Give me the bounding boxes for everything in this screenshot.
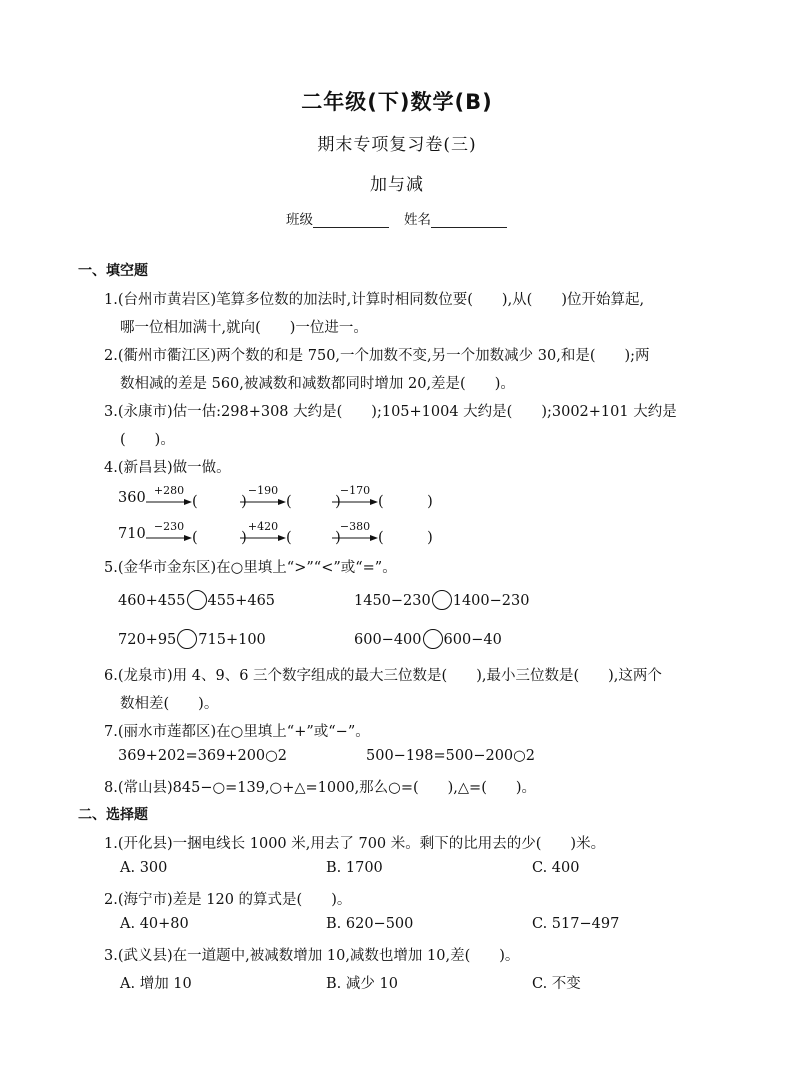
compare-item bbox=[118, 590, 275, 610]
compare-circle[interactable] bbox=[177, 629, 197, 649]
question-text: 1.(台州市黄岩区)笔算多位数的加法时,计算时相同数位要( ),从( )位开始算起, bbox=[104, 292, 645, 308]
arrow-op bbox=[146, 520, 192, 546]
question-text: 哪一位相加满十,就向( )一位进一。 bbox=[120, 320, 368, 336]
question-text: 数相差( )。 bbox=[120, 696, 219, 712]
choice-option-a[interactable]: A. 40+80 bbox=[120, 916, 189, 932]
class-label: 班级 bbox=[286, 212, 313, 228]
class-blank[interactable] bbox=[313, 213, 389, 228]
class-field[interactable] bbox=[286, 208, 389, 228]
question-text: 7.(丽水市莲都区)在○里填上“+”或“−”。 bbox=[104, 724, 370, 740]
compare-right: 455+465 bbox=[207, 593, 276, 609]
question-text: 数相减的差是 560,被减数和减数都同时增加 20,差是( )。 bbox=[120, 376, 515, 392]
answer-blank[interactable]: ( ) bbox=[378, 530, 433, 546]
name-field[interactable] bbox=[404, 208, 507, 228]
question-text: ( )。 bbox=[120, 432, 175, 448]
answer-blank[interactable]: ( ) bbox=[286, 494, 341, 510]
choice-option-b[interactable]: B. 减少 10 bbox=[326, 976, 398, 992]
arrow-op bbox=[332, 520, 378, 546]
choice-option-a[interactable]: A. 增加 10 bbox=[120, 976, 192, 992]
arrow-op bbox=[240, 520, 286, 546]
choice-option-b[interactable]: B. 620−500 bbox=[326, 916, 414, 932]
compare-right: 600−40 bbox=[443, 632, 502, 648]
chain-start: 360 bbox=[118, 490, 146, 506]
choice-option-a[interactable]: A. 300 bbox=[120, 860, 168, 876]
page-topic: 加与减 bbox=[370, 175, 424, 195]
question-text: 5.(金华市金东区)在○里填上“>”“<”或“=”。 bbox=[104, 560, 397, 576]
chain-start: 710 bbox=[118, 526, 146, 542]
arrow-op-label: −380 bbox=[339, 520, 371, 533]
question-text: 6.(龙泉市)用 4、9、6 三个数字组成的最大三位数是( ),最小三位数是( ),这两个 bbox=[104, 668, 662, 684]
right-arrow-icon bbox=[332, 498, 378, 506]
equation-item: 500−198=500−200○2 bbox=[366, 748, 536, 764]
question-text: 2.(海宁市)差是 120 的算式是( )。 bbox=[104, 892, 352, 908]
question-text: 8.(常山县)845−○=139,○+△=1000,那么○=( ),△=( )。 bbox=[104, 780, 537, 796]
arrow-op bbox=[332, 484, 378, 510]
name-label: 姓名 bbox=[404, 212, 431, 228]
arrow-op bbox=[240, 484, 286, 510]
question-text: 2.(衢州市衢江区)两个数的和是 750,一个加数不变,另一个加数减少 30,和是( );两 bbox=[104, 348, 650, 364]
choice-option-c[interactable]: C. 不变 bbox=[532, 976, 581, 992]
answer-blank[interactable]: ( ) bbox=[286, 530, 341, 546]
right-arrow-icon bbox=[240, 498, 286, 506]
arrow-op-label: −230 bbox=[153, 520, 185, 533]
page-subtitle: 期末专项复习卷(三) bbox=[317, 135, 477, 155]
compare-right: 715+100 bbox=[198, 632, 266, 648]
answer-blank[interactable]: ( ) bbox=[378, 494, 433, 510]
choice-option-c[interactable]: C. 400 bbox=[532, 860, 580, 876]
compare-item bbox=[354, 629, 502, 649]
right-arrow-icon bbox=[332, 534, 378, 542]
compare-left: 1450−230 bbox=[354, 593, 431, 609]
question-text: 1.(开化县)一捆电线长 1000 米,用去了 700 米。剩下的比用去的少( )米。 bbox=[104, 836, 606, 852]
arrow-op-label: −190 bbox=[247, 484, 279, 497]
compare-right: 1400−230 bbox=[452, 593, 530, 609]
answer-blank[interactable]: ( ) bbox=[192, 530, 247, 546]
compare-circle[interactable] bbox=[187, 590, 207, 610]
choice-option-c[interactable]: C. 517−497 bbox=[532, 916, 620, 932]
equation-item: 369+202=369+200○2 bbox=[118, 748, 288, 764]
page-title: 二年级(下)数学(B) bbox=[301, 90, 493, 114]
compare-left: 600−400 bbox=[354, 632, 422, 648]
choice-option-b[interactable]: B. 1700 bbox=[326, 860, 383, 876]
arrow-op-label: +420 bbox=[247, 520, 279, 533]
right-arrow-icon bbox=[146, 534, 192, 542]
compare-item bbox=[118, 629, 266, 649]
question-text: 3.(永康市)估一估:298+308 大约是( );105+1004 大约是( );3002+101 大约是 bbox=[104, 404, 677, 420]
compare-left: 720+95 bbox=[118, 632, 177, 648]
compare-circle[interactable] bbox=[432, 590, 452, 610]
arrow-op bbox=[146, 484, 192, 510]
arrow-op-label: +280 bbox=[153, 484, 185, 497]
right-arrow-icon bbox=[146, 498, 192, 506]
section-heading-choice: 二、选择题 bbox=[78, 807, 148, 823]
answer-blank[interactable]: ( ) bbox=[192, 494, 247, 510]
right-arrow-icon bbox=[240, 534, 286, 542]
compare-item bbox=[354, 590, 529, 610]
name-blank[interactable] bbox=[431, 213, 507, 228]
arrow-op-label: −170 bbox=[339, 484, 371, 497]
question-text: 4.(新昌县)做一做。 bbox=[104, 460, 231, 476]
compare-left: 460+455 bbox=[118, 593, 186, 609]
compare-circle[interactable] bbox=[423, 629, 443, 649]
section-heading-fill-in: 一、填空题 bbox=[78, 263, 148, 279]
question-text: 3.(武义县)在一道题中,被减数增加 10,减数也增加 10,差( )。 bbox=[104, 948, 520, 964]
